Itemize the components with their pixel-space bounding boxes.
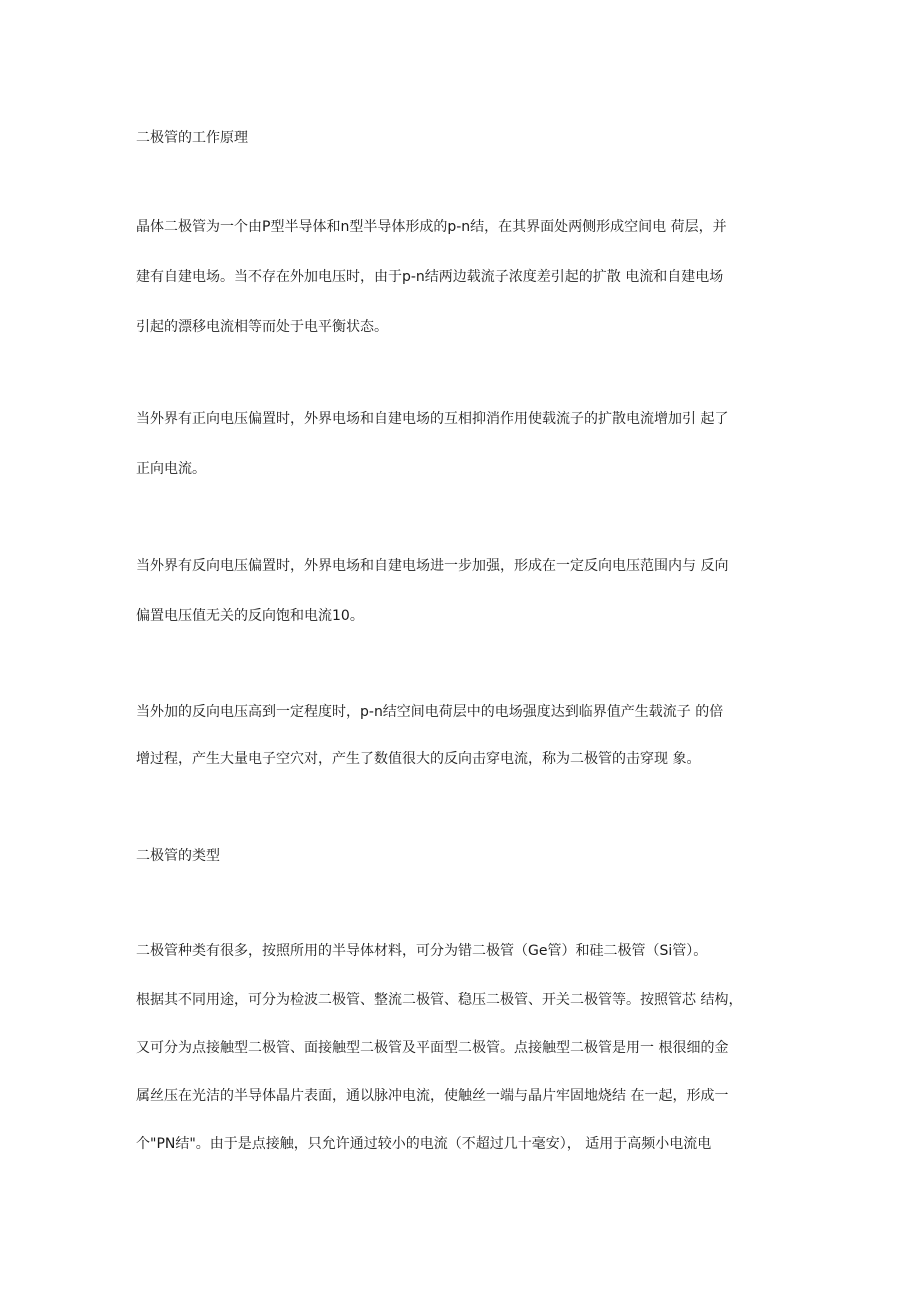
paragraph-line: 当外界有反向电压偏置时，外界电场和自建电场进一步加强，形成在一定反向电压范围内与 反向	[136, 558, 729, 574]
section-heading-working-principle: 二极管的工作原理	[136, 130, 248, 146]
paragraph-line: 晶体二极管为一个由P型半导体和n型半导体形成的p-n结，在其界面处两侧形成空间电 荷层，并	[136, 219, 727, 235]
paragraph-line: 增过程，产生大量电子空穴对，产生了数值很大的反向击穿电流，称为二极管的击穿现 象。	[136, 751, 701, 767]
paragraph-line: 又可分为点接触型二极管、面接触型二极管及平面型二极管。点接触型二极管是用一 根很细的金	[136, 1040, 729, 1056]
paragraph-line: 当外加的反向电压高到一定程度时，p-n结空间电荷层中的电场强度达到临界值产生载流子 的倍	[136, 704, 724, 720]
paragraph-line: 偏置电压值无关的反向饱和电流10。	[136, 608, 364, 624]
paragraph-line: 建有自建电场。当不存在外加电压时，由于p-n结两边载流子浓度差引起的扩散 电流和自建电场	[136, 269, 724, 285]
paragraph-line: 根据其不同用途，可分为检波二极管、整流二极管、稳压二极管、开关二极管等。按照管芯 结构，	[136, 992, 743, 1008]
paragraph-line: 引起的漂移电流相等而处于电平衡状态。	[136, 319, 388, 335]
paragraph-line: 正向电流。	[136, 461, 206, 477]
section-heading-diode-types: 二极管的类型	[136, 848, 220, 864]
paragraph-line: 个"PN结"。由于是点接触，只允许通过较小的电流（不超过几十毫安）， 适用于高频小电流电	[136, 1136, 712, 1152]
paragraph-line: 当外界有正向电压偏置时，外界电场和自建电场的互相抑消作用使载流子的扩散电流增加引 起了	[136, 411, 729, 427]
paragraph-line: 二极管种类有很多，按照所用的半导体材料，可分为错二极管（Ge管）和硅二极管（Si管）。	[136, 943, 708, 959]
paragraph-line: 属丝压在光洁的半导体晶片表面，通以脉冲电流，使触丝一端与晶片牢固地烧结 在一起，形成一	[136, 1088, 729, 1104]
